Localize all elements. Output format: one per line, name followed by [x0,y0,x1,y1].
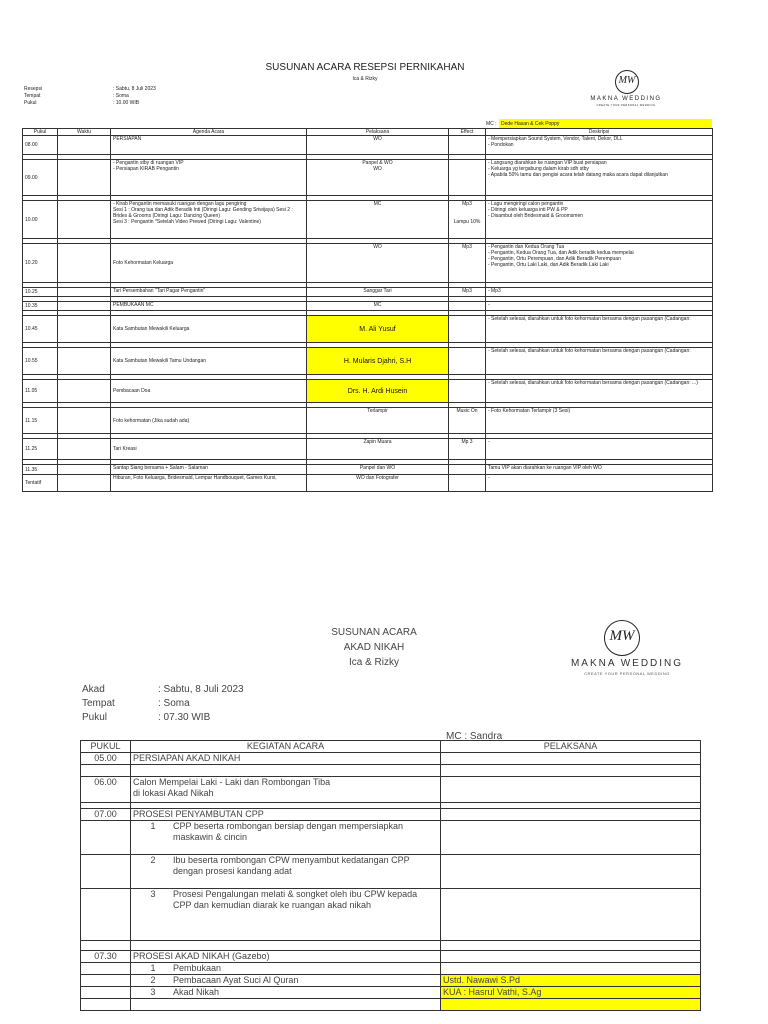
cell-agenda: Foto Kehormatan Keluarga [111,244,307,283]
cell-pelaksana: Zapin Muara [307,439,449,460]
table-row [23,380,713,403]
col-agenda: Agenda Acara [111,129,307,136]
cell-pukul [81,889,131,941]
col-pukul: PUKUL [81,741,131,753]
title-line: SUSUNAN ACARA [331,627,417,638]
logo-mark: MW [618,75,636,86]
cell-agenda: PEMBUKAAN MC [111,302,307,311]
cell-waktu [58,408,111,434]
cell-pelaksana [441,889,701,941]
cell-waktu [58,316,111,343]
table-header-row [81,741,701,753]
cell-kegiatan [131,889,441,941]
cell-agenda: Pembacaan Doa [111,380,307,403]
cell-deskripsi: - Foto Kehormatan Terlampir (3 Sesi) [486,408,713,434]
cell-agenda: Kata Sambutan Mewakili Keluarga [111,316,307,343]
cell-pukul: 05.00 [81,753,131,765]
cell-effect [449,348,486,375]
list-item [81,963,701,975]
cell-pelaksana: WO [307,244,449,283]
info-label: Resepsi [24,86,43,92]
col-kegiatan: KEGIATAN ACARA [131,741,441,753]
table-row [23,244,713,283]
page1-table [22,128,713,492]
title-line: AKAD NIKAH [343,642,405,653]
cell-pukul: Tentatif [23,475,58,492]
item-number: 3 [150,987,156,997]
item-text: Pembacaan Ayat Suci Al Quran [173,975,299,985]
cell-waktu [58,244,111,283]
cell-pukul: 06.00 [81,777,131,803]
cell-pukul: 07.30 [81,951,131,963]
page2-mc: MC : Sandra [446,731,503,740]
info-label: Akad [82,684,105,695]
list-item [81,821,701,855]
logo-name: MAKNA WEDDING [570,658,684,669]
cell-effect [449,475,486,492]
info-value: : Sabtu, 8 Juli 2023 [113,86,156,92]
col-pelaksana: PELAKSANA [441,741,701,753]
cell-pukul: 10.00 [23,201,58,239]
list-item [81,975,701,987]
info-label: Tempat [24,93,41,99]
cell-pukul [81,963,131,975]
col-pukul: Pukul [23,129,58,136]
cell-pukul: 10.20 [23,244,58,283]
cell-deskripsi: - Lagu mengiringi calon pengantin - Diiringi oleh keluarga inti PW & PP - Disambut oleh Bridesmaid & Groomsmen [486,201,713,239]
list-item [81,889,701,941]
table-row [23,439,713,460]
cell-pelaksana: Sanggar Tari [307,288,449,297]
col-effect: Effect [449,129,486,136]
item-number: 3 [150,889,156,899]
info-value: : 07.30 WIB [158,712,211,723]
info-value: : Soma [113,93,129,99]
cell-pelaksana [441,855,701,889]
cell-kegiatan [131,987,441,999]
page1-mc-value [499,119,712,128]
cell-waktu [58,465,111,475]
item-number: 1 [150,963,156,973]
cell-kegiatan [131,999,441,1011]
list-item [81,999,701,1011]
cell-pelaksana [441,809,701,821]
item-text: Prosesi Pengalungan melati & songket oleh ibu CPW kepada CPP dan kemudian diarak ke ruangan akad nikah [173,889,418,910]
page1-title: SUSUNAN ACARA RESEPSI PERNIKAHAN [265,62,465,73]
cell-pukul: 11.25 [23,439,58,460]
cell-pelaksana: WO dan Fotografer [307,475,449,492]
logo-tagline: CREATE YOUR PERSONAL WEDDING [584,671,670,676]
cell-pukul [81,855,131,889]
cell-pelaksana: Ustd. Nawawi S.Pd [441,975,701,987]
cell-deskripsi: - Setelah selesai, diarahkan untuk foto kehormatan bersama dengan pasangan (Cadangan: [486,348,713,375]
cell-pelaksana: Panpel & WO WO [307,160,449,196]
logo-circle-icon [604,620,640,656]
cell-pelaksana: Panpel dan WO [307,465,449,475]
cell-pukul: 11.15 [23,408,58,434]
table-row [23,348,713,375]
logo-circle-icon [615,70,639,94]
cell-effect [449,160,486,196]
table-row [23,136,713,155]
cell-effect [449,302,486,311]
cell-deskripsi: - Langsung diarahkan ke ruangan VIP buat persiapan - Keluarga yg tergabung dalam kirab sdh stby - Apabila 50% tamu dan pengisi acara telah datang maka acara dapat dilanjutkan [486,160,713,196]
cell-pukul: 07.00 [81,809,131,821]
title-line: Ica & Rizky [348,657,399,668]
page1-table-body [23,136,713,492]
table-row [81,753,701,765]
table-row [23,201,713,239]
cell-waktu [58,160,111,196]
table-row [23,475,713,492]
info-label: Pukul [82,712,108,723]
page1-subtitle: Ica & Rizky [352,76,378,82]
cell-deskripsi: Tamu VIP akan diarahkan ke ruangan VIP oleh WO [486,465,713,475]
cell-deskripsi: - Pengantin dan Kedua Orang Tua - Pengantin, Kedua Orang Tua, dan Adik beradik kedua mempelai - Pengantin, Ortu Perempuan, dan Adik Beradik Perempuan - Pengantin, Ortu Laki Laki, dan Adik Beradik Laki Laki [486,244,713,283]
cell-deskripsi: - [486,475,713,492]
info-value: : Soma [158,698,190,709]
item-text: Akad Nikah [173,987,220,997]
cell-waktu [58,136,111,155]
cell-pelaksana: Terlampir [307,408,449,434]
cell-kegiatan: Calon Mempelai Laki - Laki dan Rombongan Tiba di lokasi Akad Nikah [131,777,441,803]
cell-pukul: 10.35 [23,302,58,311]
cell-kegiatan: PROSESI AKAD NIKAH (Gazebo) [131,951,441,963]
cell-agenda: Tari Kreasi [111,439,307,460]
cell-effect: Mp 3 [449,439,486,460]
page2-logo [562,620,692,678]
cell-waktu [58,380,111,403]
cell-agenda: PERSIAPAN [111,136,307,155]
cell-deskripsi: - [486,439,713,460]
cell-pelaksana [441,999,701,1011]
table-row [23,408,713,434]
table-row [81,809,701,821]
info-value: : Sabtu, 8 Juli 2023 [158,684,244,695]
cell-effect: Music On [449,408,486,434]
cell-pelaksana: H. Mularis Djahri, S.H [307,348,449,375]
table-header-row [23,129,713,136]
cell-pelaksana: WO [307,136,449,155]
cell-waktu [58,201,111,239]
cell-effect [449,465,486,475]
list-item [81,855,701,889]
cell-agenda: Foto kehormatan (Jika sudah ada) [111,408,307,434]
cell-pukul [81,987,131,999]
cell-pelaksana: MC [307,302,449,311]
cell-kegiatan [131,963,441,975]
list-item [81,987,701,999]
cell-pelaksana [441,753,701,765]
cell-deskripsi: - Setelah selesai, diarahkan untuk foto kehormatan bersama dengan pasangan (Cadangan: [486,316,713,343]
table-row [23,465,713,475]
cell-agenda: Kata Sambutan Mewakili Tamu Undangan [111,348,307,375]
spacer-cell [131,765,441,777]
cell-pukul: 09.00 [23,160,58,196]
cell-pukul: 10.25 [23,288,58,297]
spacer-cell [81,765,131,777]
table-row [23,316,713,343]
cell-effect: Mp3 [449,288,486,297]
cell-waktu [58,288,111,297]
cell-kegiatan: PERSIAPAN AKAD NIKAH [131,753,441,765]
cell-deskripsi: - Setelah selesai, diarahkan untuk foto kehormatan bersama dengan pasangan (Cadangan: ...) [486,380,713,403]
item-text: Ibu beserta rombongan CPW menyambut kedatangan CPP dengan prosesi kandang adat [173,855,410,876]
cell-waktu [58,439,111,460]
spacer-cell [81,941,131,951]
info-label: Tempat [82,698,115,709]
info-label: Pukul [24,100,37,106]
cell-waktu [58,302,111,311]
item-text: Pembukaan [173,963,222,973]
cell-deskripsi: - Mempersiapkan Sound System, Vendor, Talent, Dekor, DLL - Pondokan [486,136,713,155]
cell-pelaksana [441,821,701,855]
cell-deskripsi: - Mp3 [486,288,713,297]
cell-agenda: Santap Siang bersama + Salam - Salaman [111,465,307,475]
cell-pukul: 08.00 [23,136,58,155]
spacer-row [81,941,701,951]
table-row [23,160,713,196]
cell-effect [449,316,486,343]
item-number: 1 [150,821,156,831]
cell-pelaksana [441,951,701,963]
cell-pukul [81,999,131,1011]
cell-pukul: 10.45 [23,316,58,343]
cell-effect: Mp3 Lampu 10% [449,201,486,239]
table-row [23,302,713,311]
page2-table [80,740,701,1011]
cell-pelaksana: KUA : Hasrul Vathi, S.Ag [441,987,701,999]
cell-effect [449,380,486,403]
spacer-cell [441,941,701,951]
cell-deskripsi: - [486,302,713,311]
spacer-cell [441,765,701,777]
cell-pelaksana: MC [307,201,449,239]
cell-pukul: 10.55 [23,348,58,375]
table-row [23,288,713,297]
cell-waktu [58,475,111,492]
cell-agenda: - Kirab Pengantin memasuki ruangan dengan lagu pengiring Sesi 1 : Orang tua dan Adik Beradik Inti (Diringi Lagu: Gending Sriwijaya) Sesi 2 : Brides & Grooms (Diringi Lagu: Dancing Queen) Sesi 3 : Pengantin *Setelah Video Prewed (Diringi Lagu: Valentine) [111,201,307,239]
logo-mark: MW [609,628,635,644]
cell-agenda: Hiburan, Foto Keluarga, Bridesmaid, Lempar Handbouquet, Games Kursi, [111,475,307,492]
table-row [81,951,701,963]
cell-agenda: - Pengantin stby di ruangan VIP - Persiapan KIRAB Pengantin [111,160,307,196]
cell-pukul [81,975,131,987]
cell-pukul: 11.05 [23,380,58,403]
table-row [81,777,701,803]
cell-waktu [58,348,111,375]
spacer-row [81,765,701,777]
page1-logo [578,70,674,110]
cell-pelaksana: Drs. H. Ardi Husein [307,380,449,403]
logo-tagline: CREATE YOUR PERSONAL WEDDING [596,104,656,107]
cell-kegiatan: PROSESI PENYAMBUTAN CPP [131,809,441,821]
col-deskripsi: Deskripsi [486,129,713,136]
cell-kegiatan [131,855,441,889]
page2-table-body [81,753,701,1011]
item-text: CPP beserta rombongan bersiap dengan mempersiapkan maskawin & cincin [173,821,403,842]
page1-mc-label: MC : [486,121,497,127]
cell-effect [449,136,486,155]
cell-kegiatan [131,821,441,855]
cell-agenda: Tari Persembahan "Tari Pagar Pengantin" [111,288,307,297]
info-value: : 10.00 WIB [113,100,140,106]
mc-value-text: Dede Hasan & Cek Poppy [501,121,560,127]
cell-kegiatan [131,975,441,987]
col-waktu: Waktu [58,129,111,136]
spacer-cell [131,941,441,951]
item-number: 2 [150,855,156,865]
cell-pukul: 11.35 [23,465,58,475]
cell-pelaksana [441,777,701,803]
cell-pelaksana [441,963,701,975]
logo-name: MAKNA WEDDING [590,96,662,102]
col-pelaksana: Pelaksana [307,129,449,136]
cell-pelaksana: M. Ali Yusuf [307,316,449,343]
cell-effect: Mp3 [449,244,486,283]
item-number: 2 [150,975,156,985]
cell-pukul [81,821,131,855]
